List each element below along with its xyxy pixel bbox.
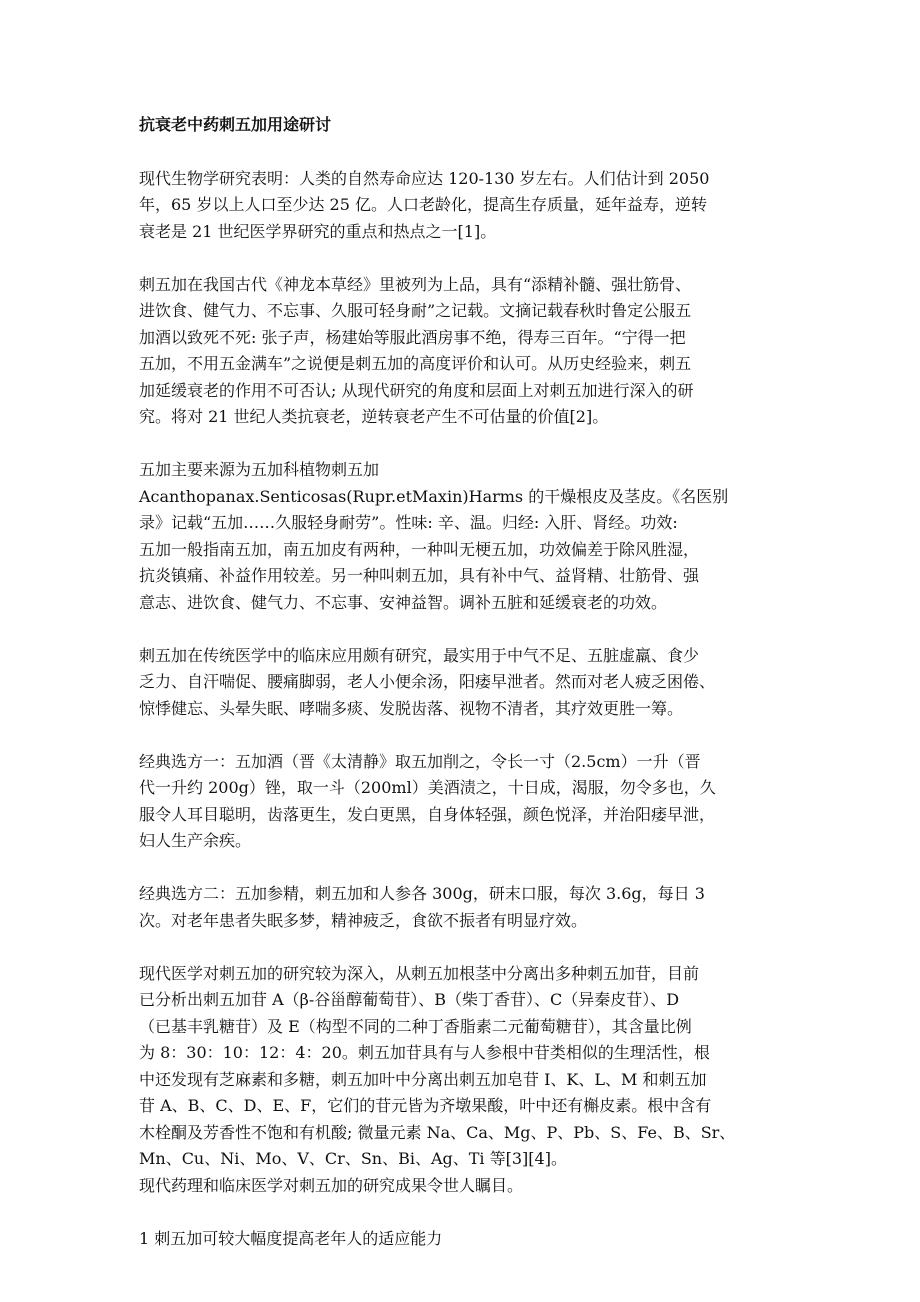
text-line: 1 刺五加可较大幅度提高老年人的适应能力 <box>139 1228 443 1248</box>
paragraph-modern-research <box>139 961 789 1173</box>
document-title: 抗衰老中药刺五加用途研讨 <box>139 115 332 134</box>
text-line: 意志、进饮食、健气力、不忘事、安神益智。调补五脏和延缓衰老的功效。 <box>139 592 668 612</box>
paragraph-recipe-two <box>139 881 789 934</box>
text-line: （已基丰乳糖苷）及 E（构型不同的二种丁香脂素二元葡萄糖苷），其含量比例 <box>139 1016 692 1036</box>
text-line: 年，65 岁以上人口至少达 25 亿。人口老龄化，提高生存质量，延年益寿，逆转 <box>139 195 707 214</box>
text-line: 五加，不用五金满车”之说便是刺五加的高度评价和认可。从历史经验来，刺五 <box>139 354 692 373</box>
text-line: 经典选方二：五加参精，刺五加和人参各 300g，研末口服，每次 3.6g，每日 3 <box>139 884 705 903</box>
text-line: Mn、Cu、Ni、Mo、V、Cr、Sn、Bi、Ag、Ti 等[3][4]。 <box>139 1149 567 1168</box>
text-line: 中还发现有芝麻素和多糖，刺五加叶中分离出刺五加皂苷 I、K、L、M 和刺五加 <box>139 1069 707 1089</box>
text-line: 刺五加在传统医学中的临床应用颇有研究，最实用于中气不足、五脏虚羸、食少 <box>139 645 700 665</box>
text-line: 木栓酮及芳香性不饱和有机酸; 微量元素 Na、Ca、Mg、P、Pb、S、Fe、B、Sr、 <box>139 1122 736 1142</box>
text-line: 妇人生产余疾。 <box>139 831 252 850</box>
text-line: 现代生物学研究表明：人类的自然寿命应达 120-130 岁左右。人们估计到 2050 <box>139 168 710 188</box>
text-line: 已分析出刺五加苷 A（β-谷甾醇葡萄苷）、B（柴丁香苷）、C（异秦皮苷）、D <box>139 990 680 1009</box>
text-line: 惊悸健忘、头晕失眠、哮喘多痰、发脱齿落、视物不清者，其疗效更胜一筹。 <box>139 698 684 718</box>
paragraph-recipe-one <box>139 749 789 855</box>
text-line: 苷 A、B、C、D、E、F，它们的苷元皆为齐墩果酸，叶中还有槲皮素。根中含有 <box>139 1096 712 1115</box>
text-line: 乏力、自汗喘促、腰痛脚弱，老人小便余汤，阳痿早泄者。然而对老人疲乏困倦、 <box>139 672 716 691</box>
text-line: 现代医学对刺五加的研究较为深入，从刺五加根茎中分离出多种刺五加苷，目前 <box>139 963 700 983</box>
text-line: 究。将对 21 世纪人类抗衰老，逆转衰老产生不可估量的价值[2]。 <box>139 407 609 426</box>
text-line: 录》记载“五加……久服轻身耐劳”。性味: 辛、温。归经: 入肝、肾经。功效: <box>139 513 678 532</box>
text-line: 五加一般指南五加，南五加皮有两种，一种叫无梗五加，功效偏差于除风胜湿， <box>139 539 700 559</box>
paragraph-history <box>139 272 789 431</box>
text-line: 加酒以致死不死: 张子声，杨建始等服此酒房事不绝，得寿三百年。“宁得一把 <box>139 327 686 347</box>
text-line: 加延缓衰老的作用不可否认; 从现代研究的角度和层面上对刺五加进行深入的研 <box>139 380 694 400</box>
text-line: 服令人耳目聪明，齿落更生，发白更黑，自身体轻强，颜色悦泽，并治阳痿早泄， <box>139 804 716 824</box>
text-line: 抗炎镇痛、补益作用较差。另一种叫刺五加，具有补中气、益肾精、壮筋骨、强 <box>139 566 700 585</box>
paragraph-clinical <box>139 643 789 723</box>
paragraph-source <box>139 457 789 616</box>
text-line: 刺五加在我国古代《神龙本草经》里被列为上品，具有“添精补髓、强壮筋骨、 <box>139 274 692 294</box>
text-line: 衰老是 21 世纪医学界研究的重点和热点之一[1]。 <box>139 221 497 241</box>
paragraph-lifespan <box>139 166 789 246</box>
text-line: 次。对老年患者失眠多梦，精神疲乏，食欲不振者有明显疗效。 <box>139 910 588 930</box>
paragraph-results <box>139 1173 789 1200</box>
text-line: 为 8：30：10：12：4：20。刺五加苷具有与人参根中苷类相似的生理活性，根 <box>139 1043 710 1062</box>
text-line: 五加主要来源为五加科植物刺五加 <box>139 460 380 479</box>
document-body <box>139 112 789 1279</box>
text-line: 代一升约 200g）锉，取一斗（200ml）美酒渍之，十日成，渴服，勿令多也，久 <box>139 778 716 797</box>
text-line: 进饮食、健气力、不忘事、久服可轻身耐”之记载。文摘记载春秋时鲁定公服五 <box>139 301 692 320</box>
section-heading-adaptability <box>139 1226 789 1253</box>
text-line: Acanthopanax.Senticosas(Rupr.etMaxin)Harms 的干燥根皮及茎皮。《名医别 <box>139 486 729 506</box>
text-line: 经典选方一：五加酒（晋《太清静》取五加削之，令长一寸（2.5cm）一升（晋 <box>139 751 701 771</box>
text-line: 现代药理和临床医学对刺五加的研究成果令世人瞩目。 <box>139 1175 524 1195</box>
